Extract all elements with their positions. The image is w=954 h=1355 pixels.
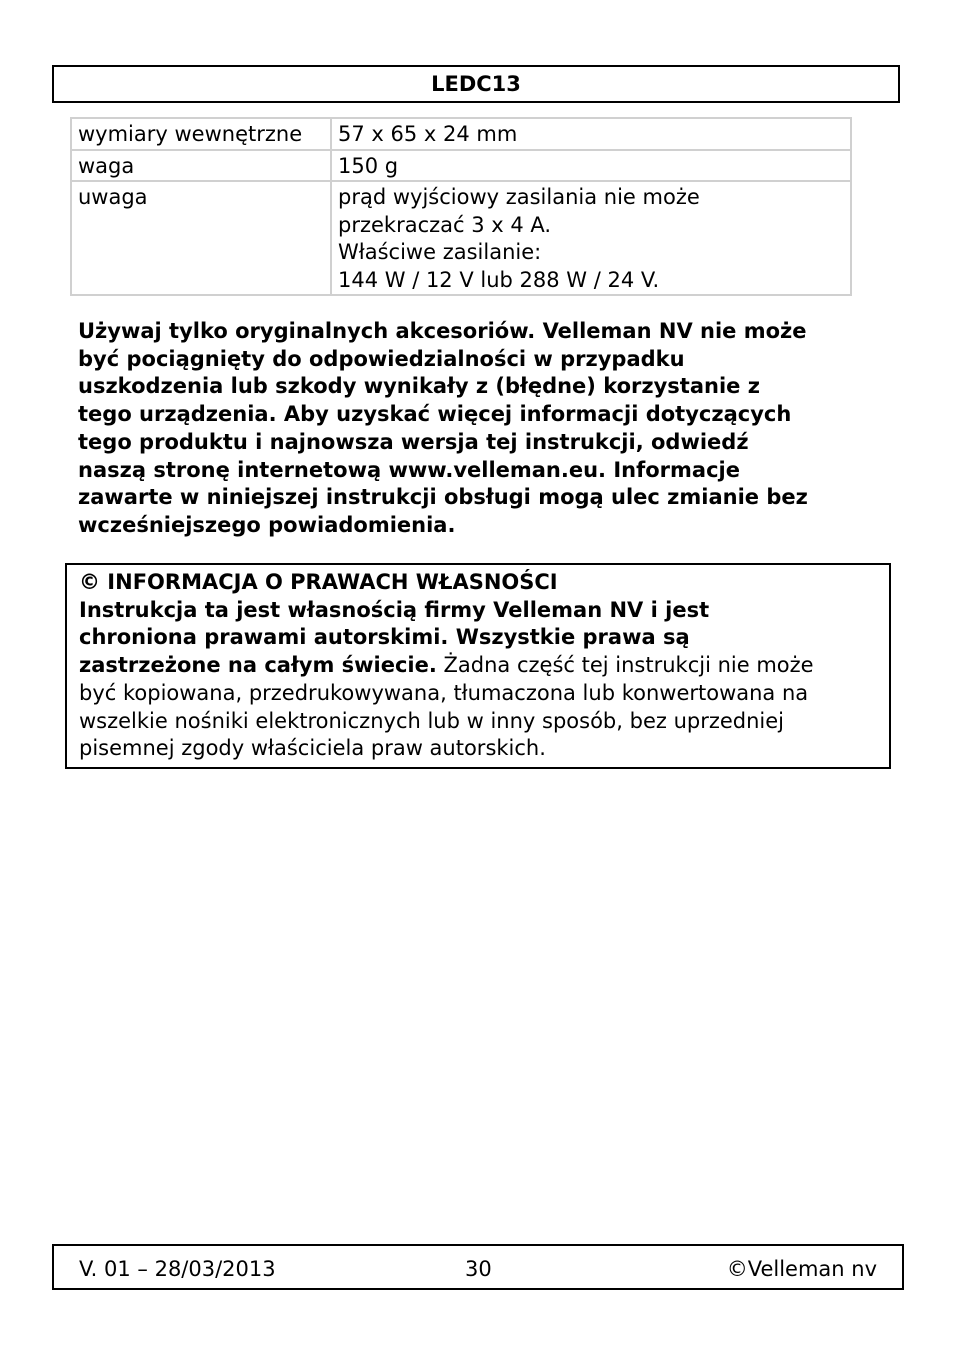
disclaimer-line: uszkodzenia lub szkody wynikały z (błędne) korzystanie z [78,374,760,399]
model-title: LEDC13 [431,72,521,96]
copyright-bold-fragment: zastrzeżone na całym świecie. [79,653,437,678]
spec-value: 57 x 65 x 24 mm [331,118,851,150]
note-line: Właściwe zasilanie: [338,240,542,264]
copyright-normal-fragment: Żadna część tej instrukcji nie może [436,653,814,678]
spec-label: wymiary wewnętrzne [71,118,331,150]
table-row [71,181,851,295]
disclaimer-line: wcześniejszego powiadomienia. [78,512,456,537]
version-date: V. 01 – 28/03/2013 [79,1257,276,1281]
note-line: przekraczać 3 x 4 A. [338,212,552,237]
disclaimer-line: zawarte w niniejszej instrukcji obsługi mogą ulec zmianie bez [78,485,808,510]
spec-value [331,181,851,295]
disclaimer-line: być pociągnięty do odpowiedzialności w przypadku [78,346,685,371]
copyright-line: Instrukcja ta jest własnością firmy Velleman NV i jest [79,597,710,622]
copyright-notice [65,563,891,769]
disclaimer-line: Używaj tylko oryginalnych akcesoriów. Velleman NV nie może [78,319,807,343]
note-line: 144 W / 12 V lub 288 W / 24 V. [338,267,660,292]
page-number: 30 [465,1257,492,1281]
specifications-table [70,117,852,296]
page-footer [52,1244,904,1290]
brand-copyright: ©Velleman nv [726,1257,877,1281]
disclaimer-line: tego produktu i najnowsza wersja tej instrukcji, odwiedź [78,429,749,454]
spec-label: uwaga [71,181,331,295]
table-row [71,150,851,182]
copyright-line: być kopiowana, przedrukowywana, tłumaczona lub konwertowana na [79,680,809,705]
disclaimer-line: tego urządzenia. Aby uzyskać więcej informacji dotyczących [78,402,792,427]
copyright-line: wszelkie nośniki elektronicznych lub w inny sposób, bez uprzedniej [79,708,785,733]
copyright-line: chroniona prawami autorskimi. Wszystkie prawa są [79,625,690,650]
copyright-line [79,652,889,680]
note-line: prąd wyjściowy zasilania nie może [338,185,700,209]
disclaimer-line: naszą stronę internetową www.velleman.eu. Informacje [78,457,740,482]
disclaimer-paragraph [78,318,888,540]
document-header [52,65,900,103]
table-row [71,118,851,150]
spec-value: 150 g [331,150,851,182]
copyright-line: pisemnej zgody właściciela praw autorskich. [79,736,546,761]
copyright-heading: © INFORMACJA O PRAWACH WŁASNOŚCI [79,570,558,594]
spec-label: waga [71,150,331,182]
